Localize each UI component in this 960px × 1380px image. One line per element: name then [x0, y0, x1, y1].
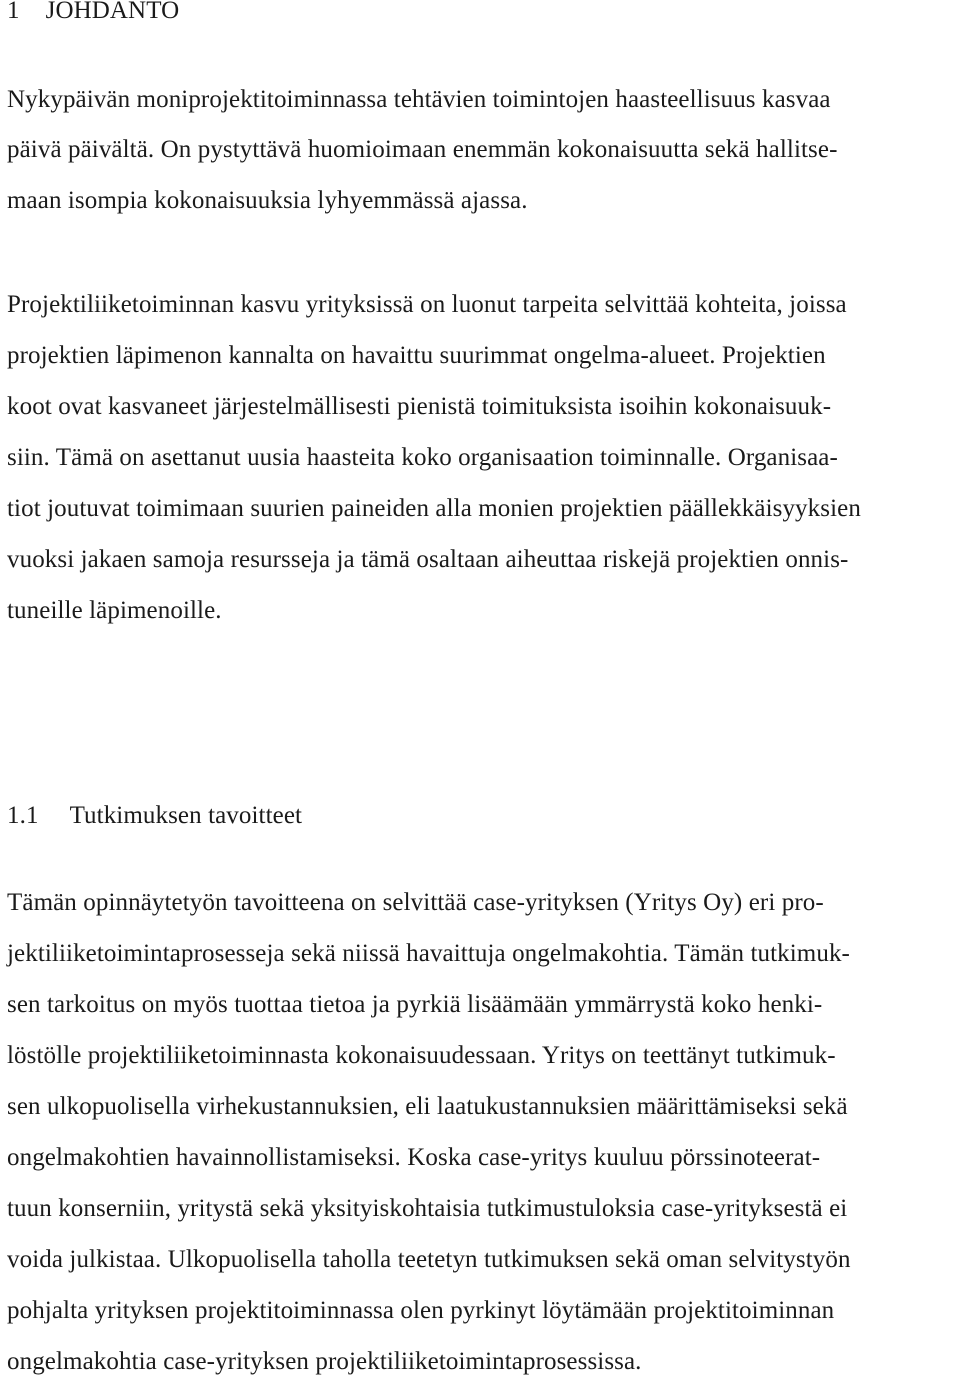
- paragraph-line: koot ovat kasvaneet järjestelmällisesti pienistä toimituksista isoihin kokonaisuuk-: [7, 393, 832, 420]
- paragraph-line: löstölle projektiliiketoiminnasta kokonaisuudessaan. Yritys on teettänyt tutkimuk-: [7, 1042, 836, 1069]
- chapter-heading: [7, 0, 179, 26]
- paragraph-line: projektien läpimenon kannalta on havaittu suurimmat ongelma-alueet. Projektien: [7, 342, 826, 369]
- chapter-title: JOHDANTO: [45, 0, 180, 24]
- paragraph-line: vuoksi jakaen samoja resursseja ja tämä osaltaan aiheuttaa riskejä projektien onnis-: [7, 546, 849, 573]
- paragraph-line: pohjalta yrityksen projektitoiminnassa olen pyrkinyt löytämään projektitoiminnan: [7, 1297, 835, 1324]
- paragraph-line: päivä päivältä. On pystyttävä huomioimaan enemmän kokonaisuutta sekä hallitse-: [7, 136, 838, 163]
- paragraph-line: siin. Tämä on asettanut uusia haasteita koko organisaation toiminnalle. Organisaa-: [7, 444, 838, 471]
- paragraph-line: ongelmakohtia case-yrityksen projektiliiketoimintaprosessissa.: [7, 1348, 642, 1375]
- paragraph-line: sen tarkoitus on myös tuottaa tietoa ja pyrkiä lisäämään ymmärrystä koko henki-: [7, 991, 823, 1018]
- paragraph-line: Nykypäivän moniprojektitoiminnassa tehtävien toimintojen haasteellisuus kasvaa: [7, 86, 831, 113]
- paragraph-line: ongelmakohtien havainnollistamiseksi. Koska case-yritys kuuluu pörssinoteerat-: [7, 1144, 821, 1171]
- section-number: 1.1: [7, 802, 39, 829]
- paragraph-line: tuun konserniin, yritystä sekä yksityiskohtaisia tutkimustuloksia case-yrityksestä ei: [7, 1195, 848, 1222]
- paragraph-line: maan isompia kokonaisuuksia lyhyemmässä ajassa.: [7, 187, 528, 214]
- section-title: Tutkimuksen tavoitteet: [69, 802, 303, 829]
- paragraph-line: sen ulkopuolisella virhekustannuksien, eli laatukustannuksien määrittämiseksi sekä: [7, 1093, 848, 1120]
- paragraph-line: Projektiliiketoiminnan kasvu yrityksissä on luonut tarpeita selvittää kohteita, joissa: [7, 291, 847, 318]
- paragraph-line: Tämän opinnäytetyön tavoitteena on selvittää case-yrityksen (Yritys Oy) eri pro-: [7, 889, 824, 916]
- chapter-number: 1: [7, 0, 20, 24]
- paragraph-line: tuneille läpimenoille.: [7, 597, 222, 624]
- paragraph-line: voida julkistaa. Ulkopuolisella taholla teetetyn tutkimuksen sekä oman selvitystyön: [7, 1246, 851, 1273]
- paragraph-line: jektiliiketoimintaprosesseja sekä niissä havaittuja ongelmakohtia. Tämän tutkimuk-: [7, 940, 850, 967]
- section-heading: [7, 801, 302, 831]
- paragraph-line: tiot joutuvat toimimaan suurien paineiden alla monien projektien päällekkäisyyksien: [7, 495, 861, 522]
